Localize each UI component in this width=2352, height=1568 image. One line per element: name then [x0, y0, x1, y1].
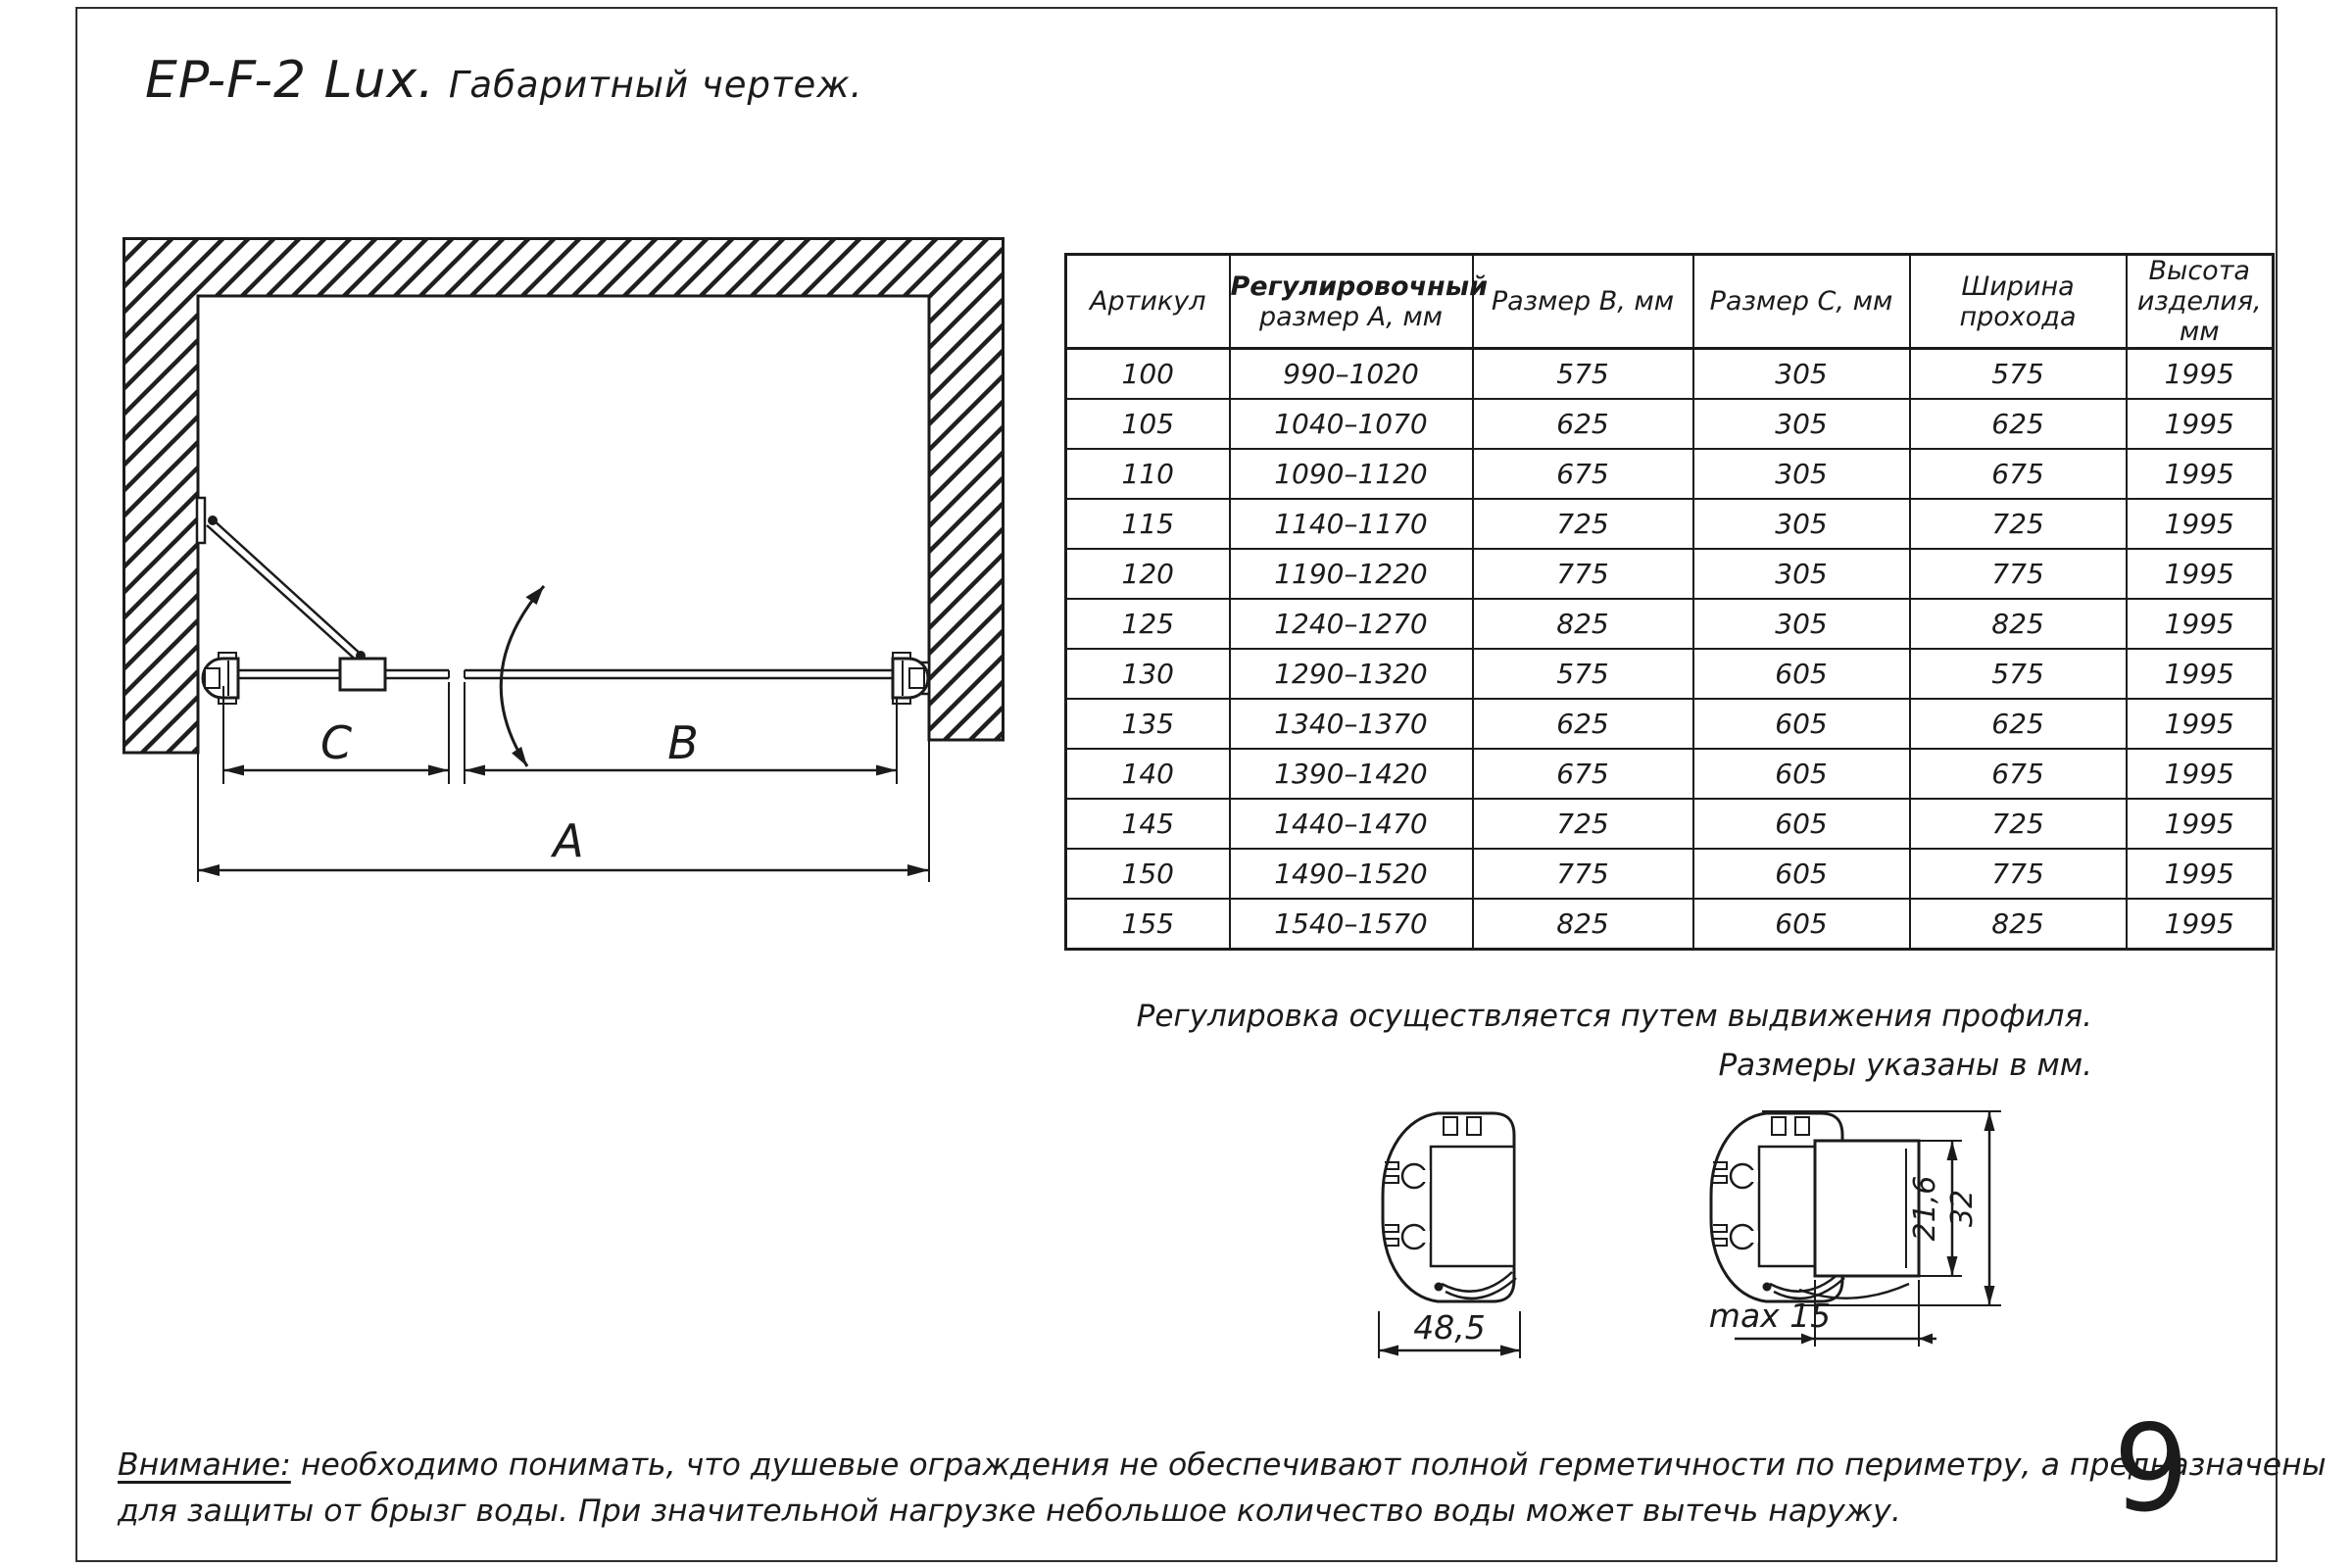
table-cell: 725 — [1910, 799, 2127, 849]
table-cell: 305 — [1693, 549, 1910, 599]
table-cell: 625 — [1473, 399, 1693, 449]
table-row — [1066, 899, 2274, 950]
table-cell: 675 — [1473, 749, 1693, 799]
dimension-b — [465, 682, 897, 784]
table-cell: 825 — [1910, 599, 2127, 649]
column-header: Артикул — [1066, 255, 1230, 349]
table-cell: 1090–1120 — [1230, 449, 1473, 499]
table-cell: 140 — [1066, 749, 1230, 799]
table-cell: 130 — [1066, 649, 1230, 699]
table-cell: 605 — [1693, 649, 1910, 699]
table-cell: 110 — [1066, 449, 1230, 499]
table-cell: 1190–1220 — [1230, 549, 1473, 599]
table-cell: 305 — [1693, 349, 1910, 400]
table-row — [1066, 599, 2274, 649]
profile-cross-sections — [1357, 1102, 2122, 1376]
table-row — [1066, 849, 2274, 899]
table-cell: 145 — [1066, 799, 1230, 849]
document-type-label: Габаритный чертеж. — [448, 64, 863, 106]
profile-width-label: 48,5 — [1413, 1308, 1486, 1347]
table-cell: 725 — [1473, 499, 1693, 549]
table-cell: 605 — [1693, 899, 1910, 950]
profile-outer-height-label: 32 — [1945, 1189, 1980, 1228]
table-cell: 305 — [1693, 449, 1910, 499]
table-cell: 1290–1320 — [1230, 649, 1473, 699]
column-header: Ширина прохода — [1910, 255, 2127, 349]
table-cell: 1995 — [2127, 799, 2274, 849]
dimension-a — [198, 740, 929, 882]
table-cell: 625 — [1910, 699, 2127, 749]
table-cell: 135 — [1066, 699, 1230, 749]
table-cell: 575 — [1910, 649, 2127, 699]
table-cell: 575 — [1473, 349, 1693, 400]
page-title — [145, 51, 862, 110]
adjustment-notes — [1137, 992, 2092, 1090]
table-cell: 775 — [1910, 549, 2127, 599]
table-cell: 605 — [1693, 849, 1910, 899]
table-cell: 1995 — [2127, 449, 2274, 499]
table-cell: 1995 — [2127, 699, 2274, 749]
table-cell: 155 — [1066, 899, 1230, 950]
table-row — [1066, 549, 2274, 599]
table-cell: 775 — [1910, 849, 2127, 899]
table-cell: 725 — [1473, 799, 1693, 849]
table-row — [1066, 399, 2274, 449]
table-cell: 605 — [1693, 749, 1910, 799]
table-row — [1066, 699, 2274, 749]
note-line-2: Размеры указаны в мм. — [1718, 1048, 2092, 1083]
glass-connector-block — [340, 659, 385, 690]
table-cell: 100 — [1066, 349, 1230, 400]
table-cell: 1995 — [2127, 899, 2274, 950]
table-cell: 1540–1570 — [1230, 899, 1473, 950]
dimension-c — [223, 682, 449, 784]
door-swing-arc — [501, 586, 544, 766]
support-bar — [197, 498, 366, 662]
warning-lead: Внимание: — [118, 1447, 291, 1483]
table-cell: 115 — [1066, 499, 1230, 549]
table-cell: 305 — [1693, 599, 1910, 649]
table-cell: 305 — [1693, 399, 1910, 449]
table-cell: 1995 — [2127, 649, 2274, 699]
spec-table-body — [1066, 349, 2274, 950]
table-cell: 120 — [1066, 549, 1230, 599]
spec-table-wrap — [1064, 253, 2272, 951]
column-header: Размер С, мм — [1693, 255, 1910, 349]
table-cell: 625 — [1910, 399, 2127, 449]
profile-inner-height-label: 21,6 — [1908, 1175, 1942, 1242]
table-cell: 725 — [1910, 499, 2127, 549]
warning-line-2: для защиты от брызг воды. При значительной нагрузке небольшое количество воды может вытечь наружу. — [118, 1494, 1901, 1529]
table-cell: 675 — [1910, 449, 2127, 499]
installation-drawing — [122, 237, 1004, 884]
table-cell: 1995 — [2127, 599, 2274, 649]
table-cell: 125 — [1066, 599, 1230, 649]
table-cell: 305 — [1693, 499, 1910, 549]
table-cell: 1390–1420 — [1230, 749, 1473, 799]
profile-section-extended — [1709, 1111, 2001, 1347]
left-wall-profile — [203, 653, 238, 704]
spec-table-head — [1066, 255, 2274, 349]
table-cell: 150 — [1066, 849, 1230, 899]
column-header: Высота изделия, мм — [2127, 255, 2274, 349]
table-cell: 1995 — [2127, 749, 2274, 799]
table-cell: 625 — [1473, 699, 1693, 749]
profile-adjust-label: max 15 — [1708, 1297, 1832, 1335]
table-cell: 1995 — [2127, 499, 2274, 549]
table-cell: 605 — [1693, 699, 1910, 749]
model-name: EP-F-2 Lux. — [145, 51, 435, 110]
table-cell: 775 — [1473, 849, 1693, 899]
table-cell: 825 — [1473, 899, 1693, 950]
table-cell: 575 — [1910, 349, 2127, 400]
wall-hatched — [124, 239, 1004, 754]
table-cell: 1040–1070 — [1230, 399, 1473, 449]
table-cell: 825 — [1910, 899, 2127, 950]
table-row — [1066, 449, 2274, 499]
warning-line-1-rest: необходимо понимать, что душевые ограждения не обеспечивают полной герметичности по периметру, а предназначены — [290, 1447, 2327, 1483]
table-cell: 1995 — [2127, 399, 2274, 449]
column-header: Размер В, мм — [1473, 255, 1693, 349]
table-row — [1066, 749, 2274, 799]
table-cell: 575 — [1473, 649, 1693, 699]
table-cell: 675 — [1910, 749, 2127, 799]
spec-table — [1064, 253, 2275, 951]
table-cell: 775 — [1473, 549, 1693, 599]
table-cell: 1440–1470 — [1230, 799, 1473, 849]
profile-section-closed — [1379, 1113, 1520, 1358]
table-cell: 990–1020 — [1230, 349, 1473, 400]
table-cell: 1340–1370 — [1230, 699, 1473, 749]
note-line-1: Регулировка осуществляется путем выдвижения профиля. — [1136, 999, 2092, 1034]
dim-a-label: A — [553, 814, 584, 867]
warning-line-1 — [118, 1443, 2327, 1489]
right-wall-profile — [893, 653, 929, 704]
column-header: Регулировочный размер А, мм — [1230, 255, 1473, 349]
table-cell: 605 — [1693, 799, 1910, 849]
warning-text — [118, 1443, 2327, 1535]
table-cell: 105 — [1066, 399, 1230, 449]
dim-c-label: C — [319, 716, 353, 769]
table-cell: 1490–1520 — [1230, 849, 1473, 899]
table-cell: 1240–1270 — [1230, 599, 1473, 649]
table-cell: 825 — [1473, 599, 1693, 649]
table-cell: 1140–1170 — [1230, 499, 1473, 549]
dim-b-label: B — [667, 716, 699, 769]
table-cell: 1995 — [2127, 349, 2274, 400]
door-glass-panel — [465, 670, 899, 678]
page-number: 9 — [2113, 1399, 2189, 1539]
table-row — [1066, 349, 2274, 400]
table-cell: 675 — [1473, 449, 1693, 499]
table-row — [1066, 799, 2274, 849]
table-row — [1066, 499, 2274, 549]
table-cell: 1995 — [2127, 849, 2274, 899]
table-cell: 1995 — [2127, 549, 2274, 599]
table-row — [1066, 649, 2274, 699]
